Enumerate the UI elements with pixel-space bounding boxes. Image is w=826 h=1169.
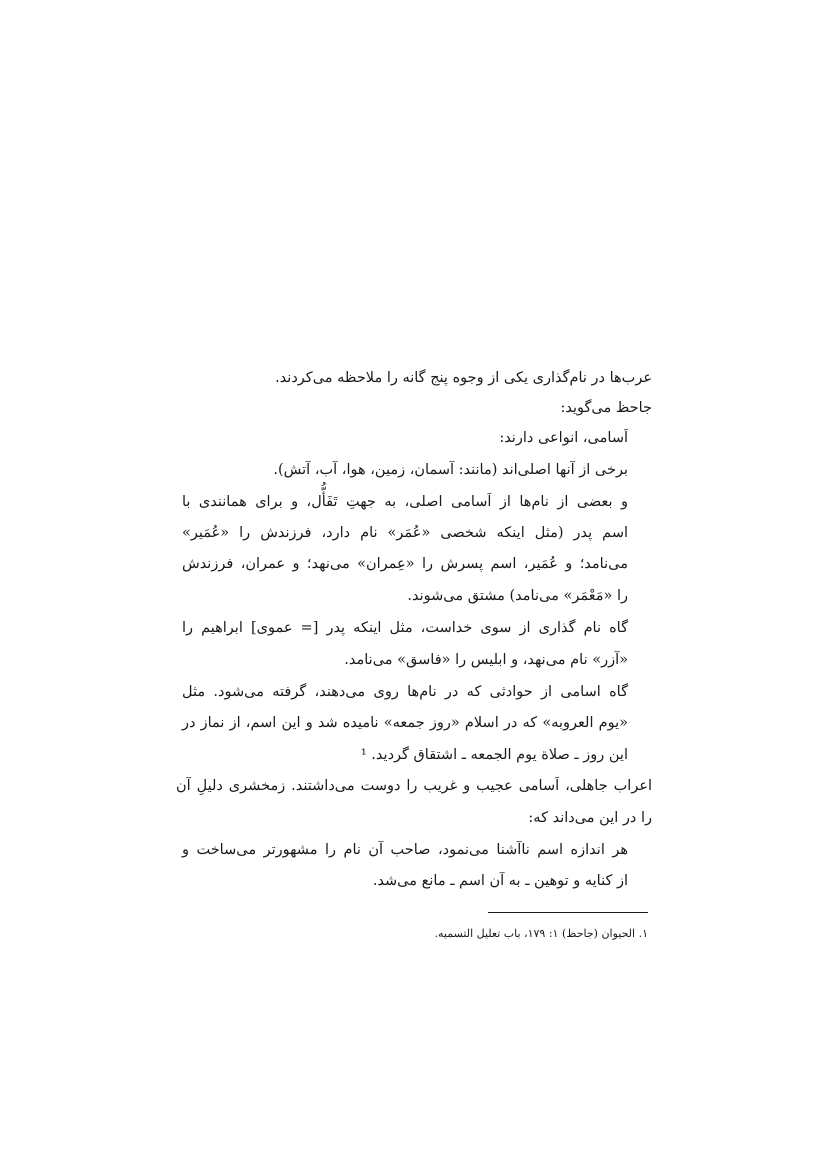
quote-line-5: می‌نامد؛ و عُمَیر، اسم پسرش را «عِمران» می‌نهد؛ و عمران، فرزندش — [182, 556, 628, 572]
quote-line-2: برخی از آنها اصلی‌اند (مانند: آسمان، زمین، هوا، آب، آتش). — [273, 462, 628, 478]
footnote-text: ۱. الحیوان (جاحظ) ۱: ۱۷۹، باب تعلیل التسمیه. — [434, 927, 648, 940]
quote-line-6: را «مَعْمَر» می‌نامد) مشتق می‌شوند. — [407, 588, 628, 604]
quote-line-1: اَسامی، انواعی دارند: — [499, 430, 628, 446]
quote-line-10: «یوم العروبه» که در اسلام «روز جمعه» نامیده شد و این اسم، از نماز در — [182, 715, 628, 731]
quote-line-3: و بعضی از نام‌ها از اَسامی اصلی، به جهتِ تَفَأُّل، و برای همانندی با — [182, 494, 628, 510]
quote-line-7: گاه نام گذاری از سوی خداست، مثل اینکه پدر [= عموی] ابراهیم را — [182, 620, 628, 636]
paragraph-line-2: جاحظ می‌گوید: — [560, 400, 652, 416]
quote-line-13: از کنایه و توهین ـ به آن اسم ـ مانع می‌شد. — [372, 873, 628, 889]
paragraph-line-1: عرب‌ها در نام‌گذاری یکی از وجوه پنج گانه را ملاحظه می‌کردند. — [275, 370, 652, 386]
quote-line-4: اسم پدر (مثل اینکه شخصی «عُمَر» نام دارد، فرزندش را «عُمَیر» — [182, 525, 628, 541]
quote-line-12: هر اندازه اسم ناآشنا می‌نمود، صاحب آن نام را مشهورتر می‌ساخت و — [182, 842, 628, 858]
quote-line-9: گاه اسامی از حوادثی که در نام‌ها روی می‌دهند، گرفته می‌شود. مثل — [182, 684, 628, 700]
quote-line-11: این روز ـ صلاة یوم الجمعه ـ اشتقاق گردید. ¹ — [360, 747, 628, 763]
footnote-divider — [488, 912, 648, 913]
paragraph-line-3: اعراب جاهلی، اَسامی عجیب و غریب را دوست می‌داشتند. زمخشری دلیلِ آن — [176, 778, 652, 794]
paragraph-line-4: را در این می‌داند که: — [528, 810, 652, 826]
quote-line-8: «آزر» نام می‌نهد، و ابلیس را «فاسق» می‌نامد. — [344, 652, 628, 668]
